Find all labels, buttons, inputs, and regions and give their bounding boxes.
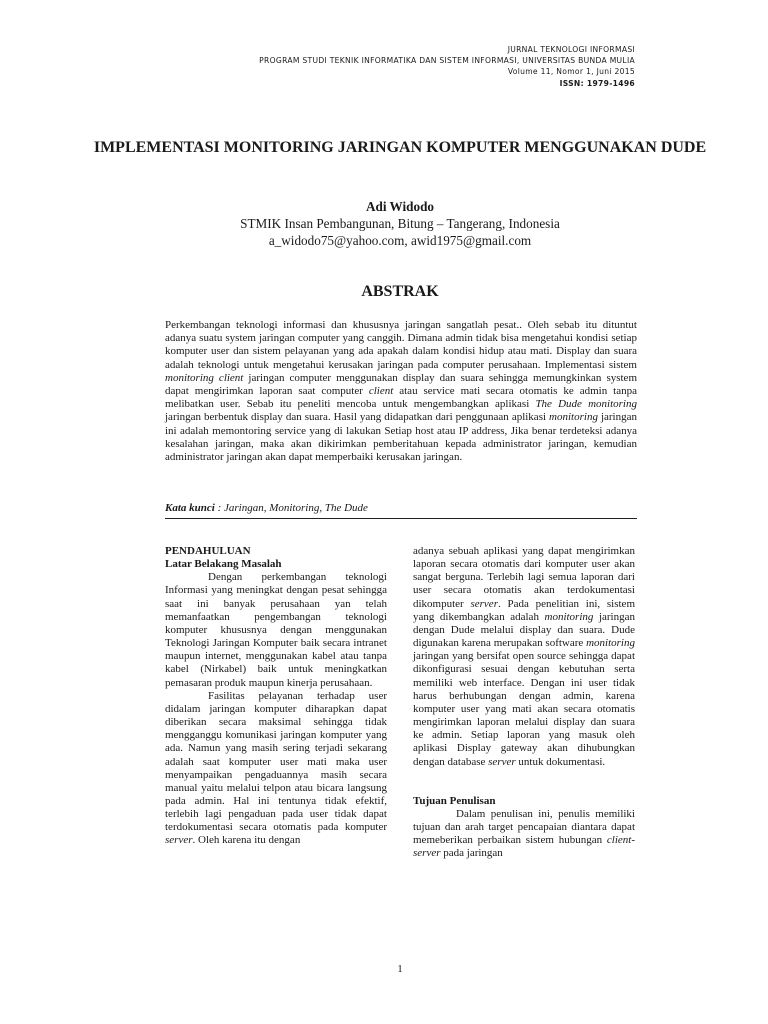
body-paragraph [165, 690, 387, 848]
abstract-text-segment: jaringan computer menggunakan display dan suara sehingga memungkinkan system dapat mengirimkan laporan saat computer [165, 371, 637, 398]
paragraph-segment: jaringan yang bersifat open source sehingga dapat dikonfigurasi sesuai dengan kebutuhan serta memiliki web interface. Dengan ini user tidak harus berhubungan dengan admin, karena komputer user yang mati akan secara otomatis mengirimkan laporan melalui display dan suara ke admin. Setiap laporan yang masuk oleh aplikasi Display gateway akan dihubungkan dengan database [413, 650, 635, 768]
journal-header [259, 44, 635, 89]
keywords-values: : Jaringan, Monitoring, The Dude [214, 502, 368, 514]
author-name: Adi Widodo [365, 199, 435, 214]
abstract-text-segment: Perkembangan teknologi informasi dan khususnya jaringan sangatlah pesat.. Oleh sebab itu dituntut adanya suatu system jaringan computer yang canggih. Dimana admin tidak bisa mengetahui kondisi setiap komputer user dan sistem pelayanan yang ada apakah dalam kondisi hidup atau mati. Display dan suara adalah teknologi untuk mengetahui kerusakan jaringan pada computer perusahaan. Implementasi sistem [165, 319, 637, 371]
italic-term: server [470, 597, 498, 610]
journal-program: PROGRAM STUDI TEKNIK INFORMATIKA DAN SISTEM INFORMASI, UNIVERSITAS BUNDA MULIA [259, 56, 635, 66]
author-block [0, 198, 768, 249]
left-column [165, 545, 387, 848]
body-paragraph: Dengan perkembangan teknologi Informasi yang meningkat dengan pesat sehingga saat ini banyak perusahaan yan telah memanfaatkan pengembangan teknologi komputer khususnya dengan menggunakan Teknologi Jaringan Komputer baik secara intranet maupun internet, menggunakan kabel atau tanpa kabel (Nirkabel) baik untuk meningkatkan pemasaran produk maupun kinerja perusahaan. [165, 571, 387, 689]
subsection-heading: Latar Belakang Masalah [165, 558, 282, 571]
journal-issn: ISSN: 1979-1496 [559, 78, 635, 88]
italic-term: server [165, 834, 193, 847]
paragraph-segment: Dalam penulisan ini, penulis memiliki tujuan dan arah target pencapaian diantara dapat memeberikan perbaikan sistem hubungan [413, 807, 635, 847]
right-column [413, 545, 635, 860]
italic-term: client-server [413, 834, 635, 860]
body-paragraph [413, 808, 635, 861]
abstract-text-segment: atau service mati secara otomatis ke admin tanpa melibatkan user. Sebab itu peneliti mencoba untuk mengembangkan aplikasi [165, 385, 637, 411]
subsection-heading: Tujuan Penulisan [413, 794, 496, 807]
paragraph-segment: jaringan dengan Dude melalui display dan suara. Dude digunakan karena merupakan software [413, 610, 635, 650]
abstract-text-segment: jaringan ini adalah memontoring service yang di lakukan Setiap host atau IP address, Jika benar terdeteksi adanya kesalahan jaringan, maka akan dikirimkan pemberitahuan kepada administrator jaringan, kemudian administrator jaringan akan dapat memperbaiki kerusakan jaringan. [165, 411, 637, 464]
page-number: 1 [397, 963, 403, 975]
section-heading: PENDAHULUAN [165, 545, 251, 557]
paper-title: IMPLEMENTASI MONITORING JARINGAN KOMPUTER MENGGUNAKAN DUDE [93, 139, 707, 156]
abstract-italic-term: monitoring client [165, 371, 244, 384]
keywords-label: Kata kunci [165, 502, 215, 514]
paragraph-segment: . Pada penelitian ini, sistem yang dikembangkan adalah [413, 597, 636, 623]
journal-volume: Volume 11, Nomor 1, Juni 2015 [507, 67, 635, 77]
abstract-italic-term: The Dude monitoring [535, 398, 637, 411]
italic-term: server [488, 755, 516, 768]
abstract-italic-term: monitoring [549, 411, 598, 424]
body-paragraph [413, 545, 635, 769]
paragraph-segment: pada jaringan [440, 847, 503, 860]
italic-term: monitoring [586, 637, 635, 650]
abstract-text-segment: jaringan berbentuk display dan suara. Hasil yang didapatkan dari penggunaan aplikasi [165, 411, 550, 424]
keywords [165, 502, 637, 519]
abstract-italic-term: client [368, 385, 394, 398]
paragraph-segment: untuk dokumentasi. [515, 755, 606, 768]
paragraph-segment: . Oleh karena itu dengan [192, 834, 301, 847]
author-affiliation: STMIK Insan Pembangunan, Bitung – Tangerang, Indonesia [240, 216, 560, 231]
paragraph-segment: adanya sebuah aplikasi yang dapat mengirimkan laporan secara otomatis dari komputer user akan sangat berguna. Terlebih lagi semua laporan dari user secara otomatis akan terdokumentasi dikomputer [413, 545, 635, 610]
italic-term: monitoring [544, 610, 594, 623]
abstract-heading: ABSTRAK [361, 283, 439, 300]
abstract-text [165, 319, 637, 464]
author-emails: a_widodo75@yahoo.com, awid1975@gmail.com [268, 233, 532, 248]
journal-name: JURNAL TEKNOLOGI INFORMASI [507, 45, 635, 54]
paragraph-segment: Fasilitas pelayanan terhadap user didalam jaringan komputer diharapkan dapat diberikan secara maksimal sehingga tidak mengganggu komunikasi jaringan komputer yang ada. Namun yang masih sering terjadi sekarang adalah saat komputer user mati maka user menyampaikan pengaduannya masih secara manual yaitu melalui telpon atau bicara langsung pada admin. Hal ini tentunya tidak efektif, terlebih lagi pengaduan pada user tidak dapat terdokumentasi secara otomatis pada komputer [165, 689, 387, 834]
